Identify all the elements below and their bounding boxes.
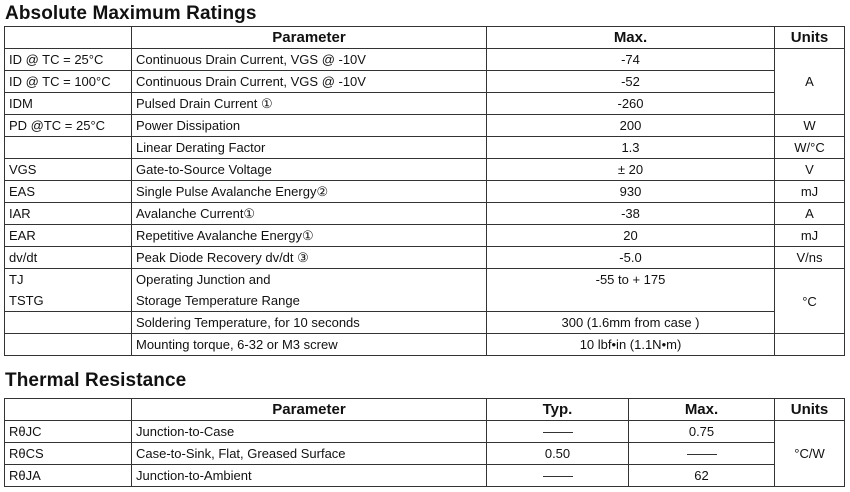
unit-cell: °C bbox=[775, 269, 845, 334]
parameter-cell: Junction-to-Ambient bbox=[132, 465, 487, 487]
max-cell: 1.3 bbox=[487, 137, 775, 159]
parameter-cell: Mounting torque, 6-32 or M3 screw bbox=[132, 334, 487, 356]
max-cell: 200 bbox=[487, 115, 775, 137]
symbol: dv/dt bbox=[9, 250, 38, 265]
unit-cell: W/°C bbox=[775, 137, 845, 159]
parameter-cell: Pulsed Drain Current ① bbox=[132, 93, 487, 115]
symbol: ID @ TC = 100°C bbox=[9, 74, 111, 89]
parameter-cell: Junction-to-Case bbox=[132, 421, 487, 443]
symbol: RθJC bbox=[9, 424, 42, 439]
table-row bbox=[5, 203, 845, 225]
dash-line bbox=[687, 454, 717, 455]
symbol: TSTG bbox=[9, 293, 44, 308]
symbol-cell bbox=[5, 290, 132, 312]
thermal-title: Thermal Resistance bbox=[5, 370, 187, 391]
table-row bbox=[5, 137, 845, 159]
table-row bbox=[5, 443, 845, 465]
parameter-cell: Power Dissipation bbox=[132, 115, 487, 137]
header-typ: Typ. bbox=[487, 399, 629, 421]
header-symbol bbox=[5, 399, 132, 421]
parameter-cell: Storage Temperature Range bbox=[132, 290, 487, 312]
table-row bbox=[5, 49, 845, 71]
symbol: ID @ TC = 25°C bbox=[9, 52, 104, 67]
typ-cell bbox=[487, 465, 629, 487]
unit-cell: V bbox=[775, 159, 845, 181]
parameter-cell: Continuous Drain Current, VGS @ -10V bbox=[132, 49, 487, 71]
symbol-cell bbox=[5, 312, 132, 334]
max-cell: -52 bbox=[487, 71, 775, 93]
dash-line bbox=[543, 476, 573, 477]
table-row bbox=[5, 247, 845, 269]
header-parameter: Parameter bbox=[132, 399, 487, 421]
unit-cell: V/ns bbox=[775, 247, 845, 269]
table-header-row bbox=[5, 27, 845, 49]
absolute-maximum-ratings-table bbox=[4, 26, 845, 356]
parameter-cell: Operating Junction and bbox=[132, 269, 487, 291]
table-row bbox=[5, 269, 845, 291]
symbol-cell bbox=[5, 137, 132, 159]
symbol: EAS bbox=[9, 184, 36, 199]
thermal-resistance-table bbox=[4, 398, 845, 487]
parameter-cell: Linear Derating Factor bbox=[132, 137, 487, 159]
table-row bbox=[5, 115, 845, 137]
max-cell: 300 (1.6mm from case ) bbox=[487, 312, 775, 334]
max-cell: -55 to + 175 bbox=[487, 269, 775, 291]
max-cell: 20 bbox=[487, 225, 775, 247]
symbol: EAR bbox=[9, 228, 36, 243]
symbol-cell bbox=[5, 181, 132, 203]
symbol: VGS bbox=[9, 162, 37, 177]
parameter-cell: Single Pulse Avalanche Energy② bbox=[132, 181, 487, 203]
typ-cell bbox=[487, 421, 629, 443]
parameter-cell: Gate-to-Source Voltage bbox=[132, 159, 487, 181]
max-cell: -5.0 bbox=[487, 247, 775, 269]
header-parameter: Parameter bbox=[132, 27, 487, 49]
max-cell: 10 lbf•in (1.1N•m) bbox=[487, 334, 775, 356]
table-row bbox=[5, 225, 845, 247]
table-row bbox=[5, 421, 845, 443]
parameter-cell: Avalanche Current① bbox=[132, 203, 487, 225]
table-row bbox=[5, 334, 845, 356]
max-cell: -260 bbox=[487, 93, 775, 115]
unit-cell: mJ bbox=[775, 225, 845, 247]
symbol-cell bbox=[5, 421, 132, 443]
table-row bbox=[5, 159, 845, 181]
parameter-cell: Soldering Temperature, for 10 seconds bbox=[132, 312, 487, 334]
unit-cell: °C/W bbox=[775, 421, 845, 487]
unit-cell: W bbox=[775, 115, 845, 137]
symbol-cell bbox=[5, 269, 132, 291]
amr-title: Absolute Maximum Ratings bbox=[5, 3, 257, 24]
max-cell: -74 bbox=[487, 49, 775, 71]
symbol-cell bbox=[5, 71, 132, 93]
unit-cell bbox=[775, 334, 845, 356]
max-cell: 930 bbox=[487, 181, 775, 203]
symbol-cell bbox=[5, 203, 132, 225]
table-row bbox=[5, 290, 845, 312]
unit-cell: A bbox=[775, 203, 845, 225]
table-header-row bbox=[5, 399, 845, 421]
table-row bbox=[5, 93, 845, 115]
header-units: Units bbox=[775, 27, 845, 49]
max-cell bbox=[487, 290, 775, 312]
table-row bbox=[5, 312, 845, 334]
symbol-cell bbox=[5, 115, 132, 137]
header-max: Max. bbox=[487, 27, 775, 49]
header-max: Max. bbox=[629, 399, 775, 421]
unit-cell: A bbox=[775, 49, 845, 115]
parameter-cell: Peak Diode Recovery dv/dt ③ bbox=[132, 247, 487, 269]
symbol-cell bbox=[5, 443, 132, 465]
symbol: RθCS bbox=[9, 446, 44, 461]
table-row bbox=[5, 181, 845, 203]
symbol-cell bbox=[5, 334, 132, 356]
max-cell bbox=[629, 443, 775, 465]
symbol: IDM bbox=[9, 96, 33, 111]
parameter-cell: Continuous Drain Current, VGS @ -10V bbox=[132, 71, 487, 93]
table-row bbox=[5, 465, 845, 487]
symbol: PD @TC = 25°C bbox=[9, 118, 106, 133]
symbol-cell bbox=[5, 465, 132, 487]
dash-line bbox=[543, 432, 573, 433]
parameter-cell: Case-to-Sink, Flat, Greased Surface bbox=[132, 443, 487, 465]
unit-cell: mJ bbox=[775, 181, 845, 203]
symbol-cell bbox=[5, 247, 132, 269]
symbol-cell bbox=[5, 159, 132, 181]
table-row bbox=[5, 71, 845, 93]
symbol: IAR bbox=[9, 206, 31, 221]
header-units: Units bbox=[775, 399, 845, 421]
symbol-cell bbox=[5, 49, 132, 71]
max-cell: 62 bbox=[629, 465, 775, 487]
header-symbol bbox=[5, 27, 132, 49]
parameter-cell: Repetitive Avalanche Energy① bbox=[132, 225, 487, 247]
symbol: RθJA bbox=[9, 468, 41, 483]
symbol: TJ bbox=[9, 272, 24, 287]
symbol-cell bbox=[5, 93, 132, 115]
max-cell: ± 20 bbox=[487, 159, 775, 181]
max-cell: 0.75 bbox=[629, 421, 775, 443]
max-cell: -38 bbox=[487, 203, 775, 225]
symbol-cell bbox=[5, 225, 132, 247]
typ-cell: 0.50 bbox=[487, 443, 629, 465]
